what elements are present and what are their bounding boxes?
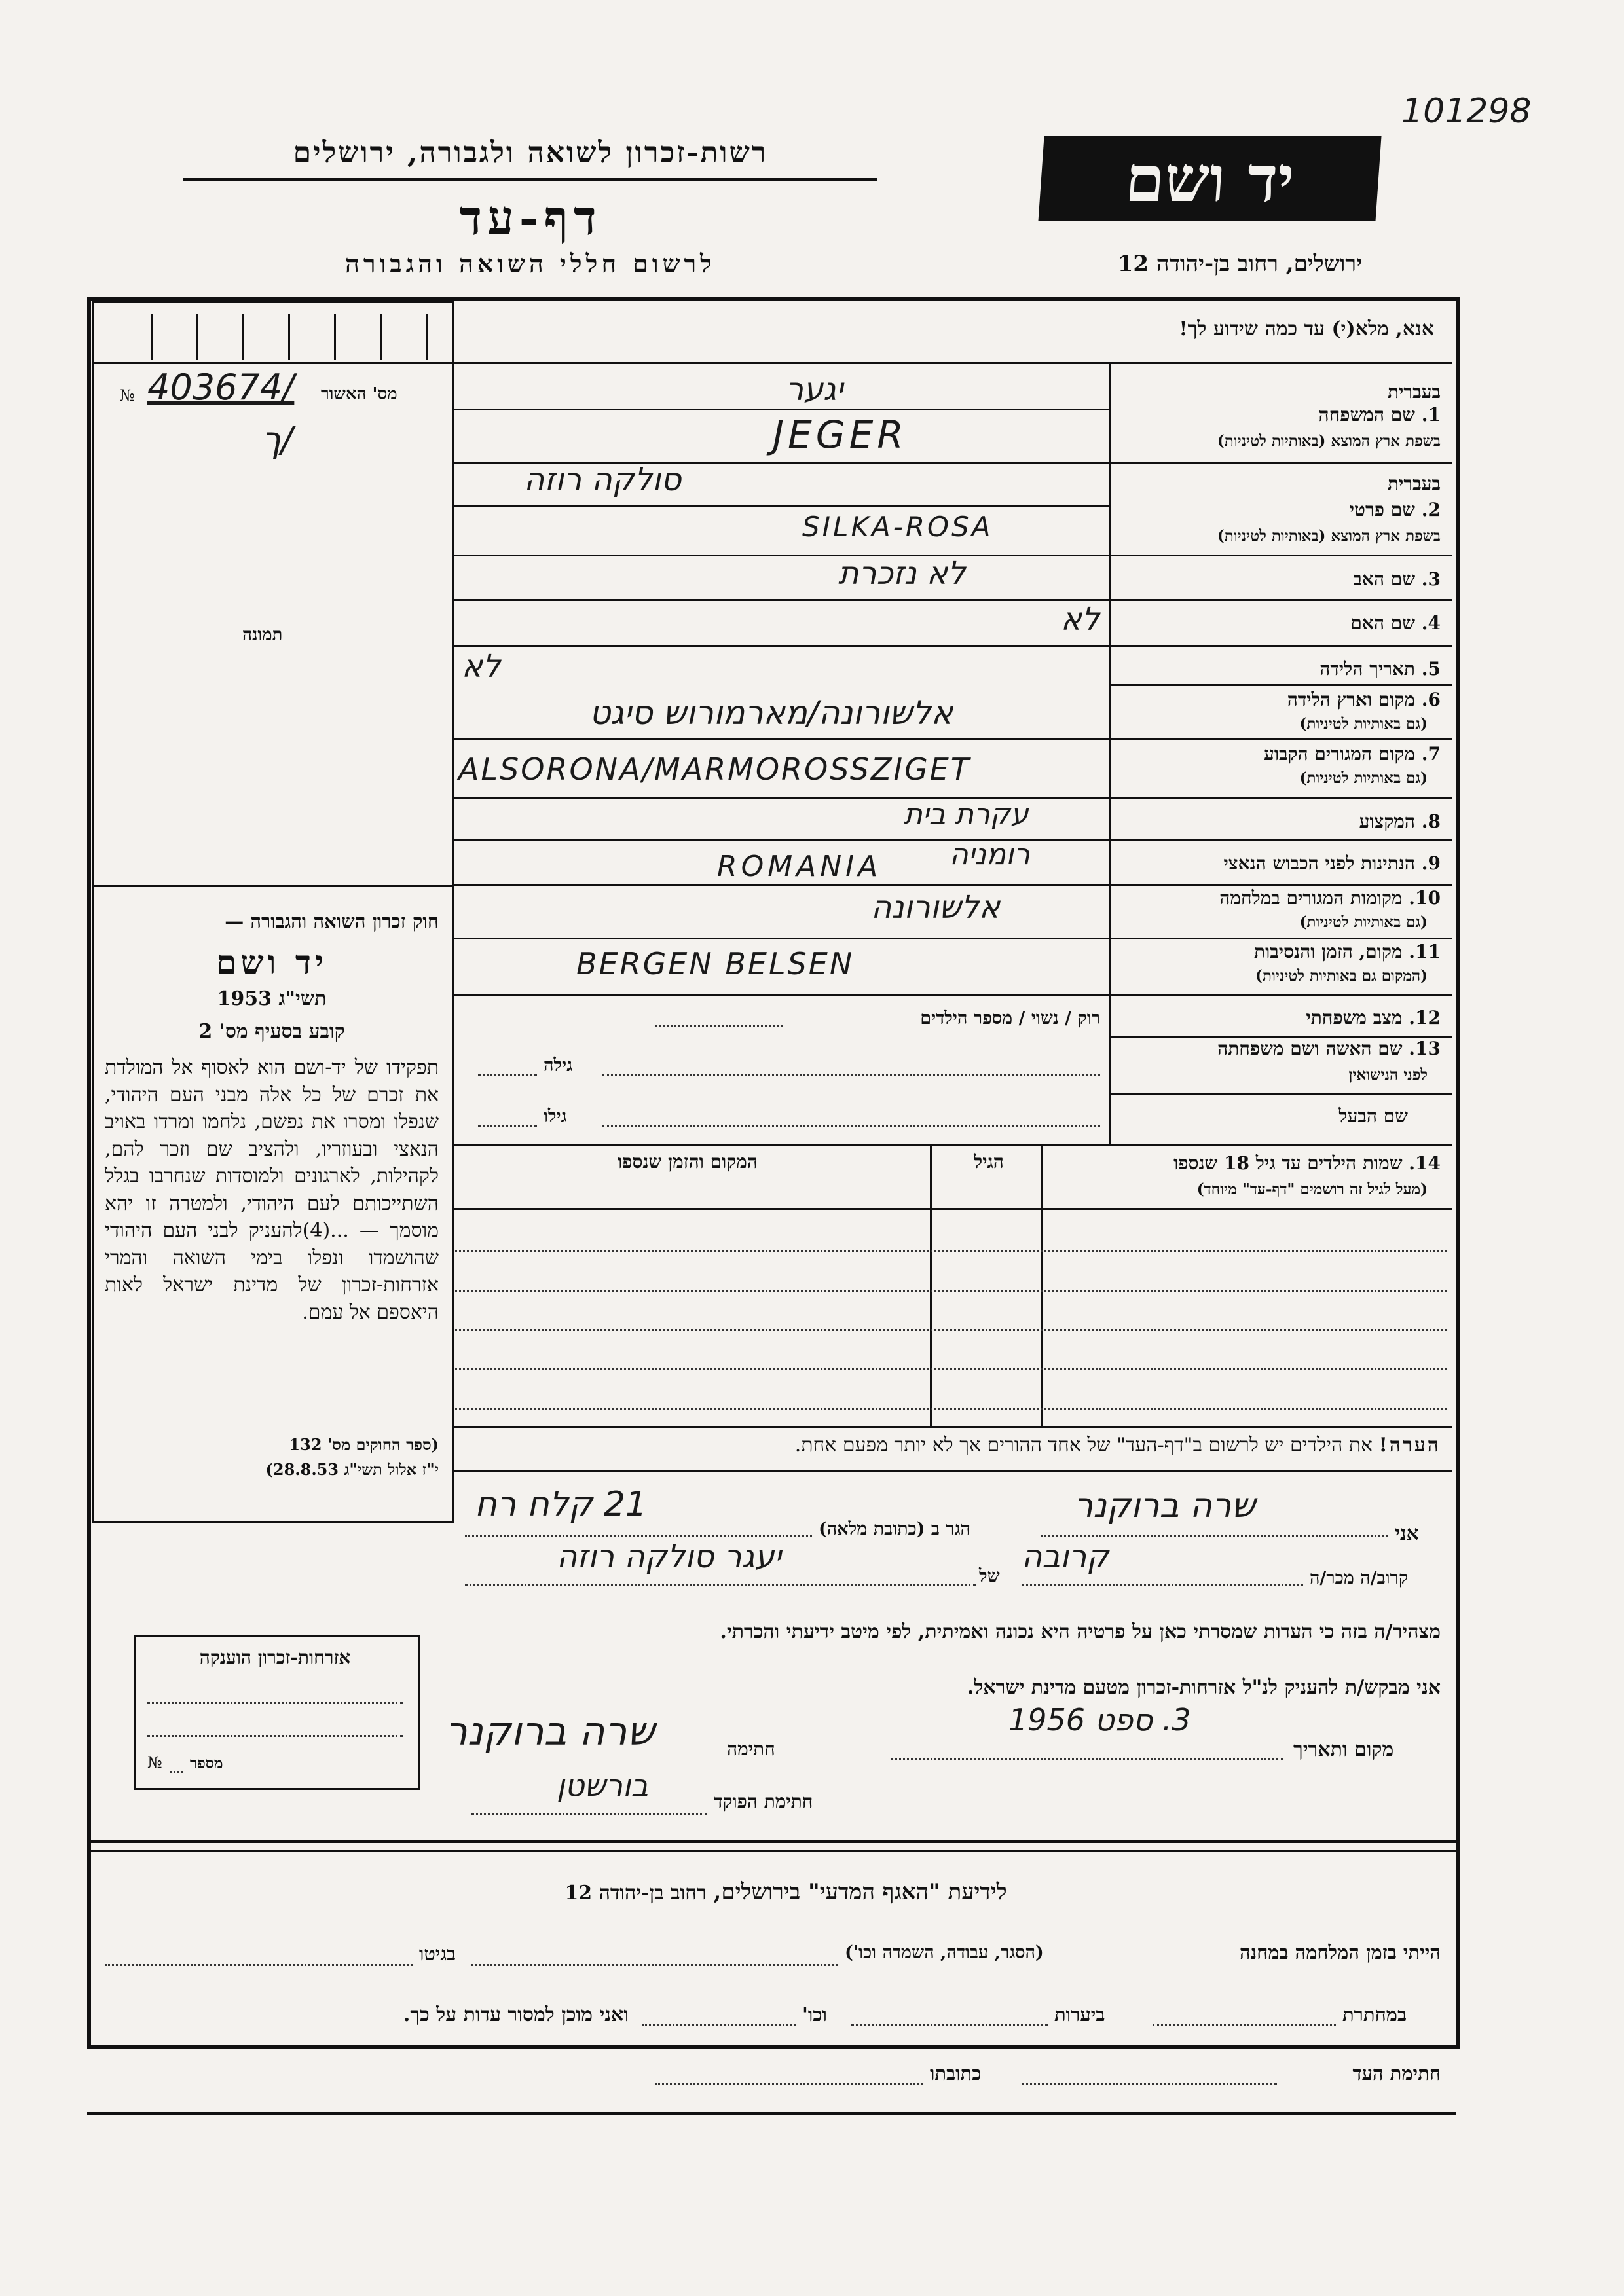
decl-of-value: יעגר סולקה רוזה [557, 1539, 782, 1575]
field-12-value: רוק / נשוי / מספר הילדים [920, 1008, 1100, 1029]
row-1-heb-line [452, 409, 1109, 410]
row-2-heb-line [452, 505, 1109, 507]
field-1-text: שם המשפחה [1318, 404, 1416, 426]
footer-line1-ghetto: בגיטו [419, 1942, 456, 1965]
note-row [458, 1434, 1441, 1457]
decl-signature-value: שרה ברוקנר [445, 1709, 655, 1755]
children-row-2 [455, 1290, 1447, 1292]
field-2-text: שם פרטי [1349, 499, 1416, 520]
wife-name-line [602, 1074, 1100, 1076]
field-9-num: 9. [1421, 852, 1441, 874]
field-4-num: 4. [1421, 612, 1441, 634]
field-7-label [1120, 743, 1441, 765]
field-11-text: מקום, הזמן והנסיבות [1254, 941, 1403, 962]
footer-line2-forests-line [851, 2024, 1048, 2026]
field-11-num: 11. [1409, 941, 1441, 962]
field-4-text: שם האם [1350, 612, 1416, 634]
children-bottom-divider [452, 1426, 1452, 1428]
children-row-1 [455, 1250, 1447, 1252]
footer-line1-types: (הסגר, עבודה, השמדה וכו') [845, 1942, 1044, 1963]
intro-divider [452, 362, 1452, 364]
field-2-heb-tag: בעברית [1387, 473, 1441, 494]
decl-witness-name: שרה ברוקנר [1074, 1486, 1256, 1525]
footer-top-rule-2 [87, 1850, 1456, 1852]
law-ref-2: י"ז אלול תשי"ג 28.8.53) [265, 1460, 439, 1479]
row-3-divider [452, 599, 1452, 601]
field-10-sub: (גם באותיות לטיניות) [1299, 913, 1428, 931]
field-7-value: ALSORONA/MARMOROSSZIGET [458, 752, 971, 787]
decl-official-line [471, 1813, 707, 1815]
citizenship-line-1 [147, 1702, 403, 1704]
field-5-value: לא [462, 648, 501, 685]
citizenship-no-symbol: № [147, 1753, 162, 1772]
photo-label: תמונה [242, 625, 283, 645]
decl-signature-label: חתימה [727, 1738, 775, 1760]
footer-line3-address-line [655, 2083, 923, 2085]
decl-relation-line [1022, 1584, 1303, 1586]
field-3-label [1120, 568, 1441, 591]
field-6-text: מקום וארץ הלידה [1287, 689, 1416, 710]
decl-i-label: אני [1395, 1522, 1419, 1545]
decl-request: אני מבקש/ת להעניק לנ"ל אזרחות-זכרון מטעם מדינת ישראל. [967, 1676, 1441, 1699]
law-year: תשי"ג 1953 [217, 987, 327, 1010]
note-bottom-divider [452, 1470, 1452, 1472]
field-10-text: מקומות המגורים במלחמה [1219, 887, 1403, 909]
children-num: 14. [1409, 1152, 1441, 1174]
citizenship-line-2 [147, 1735, 403, 1737]
decl-relation-label: קרוב/ה מכר/ה [1310, 1568, 1409, 1588]
field-1-value-lat: JEGER [773, 412, 908, 457]
authority-underline [183, 178, 877, 181]
field-8-value: עקרת בית [904, 797, 1029, 831]
field-12-label [1120, 1007, 1441, 1029]
children-col-age: הגיל [974, 1151, 1004, 1173]
children-col-divider-2 [930, 1144, 932, 1426]
row-6-divider [452, 738, 1452, 740]
field-4-label [1120, 612, 1441, 634]
field-12-num: 12. [1409, 1007, 1441, 1029]
field-11-label [1113, 941, 1441, 963]
field-9-value: רומניה [950, 838, 1030, 871]
authority-title: רשות-זכרון לשואה ולגבורה, ירושלים [293, 136, 768, 170]
field-10-value: אלשורונה [871, 889, 1001, 926]
photo-bottom-divider [92, 885, 453, 887]
footer-line2-etc-line [642, 2024, 796, 2026]
row-13-divider [1109, 1093, 1452, 1095]
footer-line3-signature-line [1022, 2083, 1277, 2085]
decl-address: 21 קלח רח [475, 1485, 647, 1524]
decl-witness-line [1041, 1535, 1388, 1537]
citizenship-title: אזרחות-זכרון הוענקה [199, 1647, 351, 1668]
field-7-sub: (גם באותיות לטיניות) [1299, 769, 1428, 787]
citizenship-number-label: מספר [190, 1755, 223, 1772]
field-12-text: מצב משפחתי [1306, 1007, 1403, 1029]
field-8-label [1120, 811, 1441, 833]
row-10-divider [452, 938, 1452, 939]
row-11-divider [452, 994, 1452, 996]
field-5-num: 5. [1421, 658, 1441, 680]
wife-age-line [478, 1074, 537, 1076]
children-col-place: המקום והזמן שנספו [618, 1151, 758, 1173]
field-11-value: BERGEN BELSEN [576, 946, 855, 981]
archive-ref-number: 101298 [1401, 92, 1532, 131]
field-6-sub: (גם באותיות לטיניות) [1299, 715, 1428, 733]
row-husband-divider [452, 1144, 1452, 1146]
decl-of-label: של [979, 1566, 1000, 1586]
children-sub: (מעל לגיל זה רושמים "דף-עד" מיוחד) [1196, 1180, 1428, 1198]
field-1-num: 1. [1421, 404, 1441, 426]
field-7-num: 7. [1421, 743, 1441, 765]
footer-top-rule-1 [87, 1840, 1456, 1843]
decl-address-line [465, 1535, 812, 1537]
decl-place-date-line [891, 1758, 1283, 1760]
note-text: את הילדים יש לרשום ב"דף-העד" של אחד ההורים אך לא יותר מפעם אחת. [794, 1434, 1373, 1457]
field-1-sub: בשפת ארץ המוצא (באותיות לטיניות) [1217, 432, 1441, 450]
field-13-label [1113, 1038, 1441, 1060]
field-1-value-heb: יגער [786, 371, 843, 408]
citizenship-number-line [170, 1771, 183, 1773]
law-clause: קובע בסעיף מס' 2 [198, 1020, 345, 1043]
law-title: חוק זכרון השואה והגבורה — [225, 910, 439, 932]
field-6-num: 6. [1421, 689, 1441, 710]
law-ref-1: (ספר החוקים מס' 132 [289, 1435, 439, 1454]
field-2-num: 2. [1421, 499, 1441, 520]
decl-official-value: בורשטן [557, 1768, 649, 1803]
husband-age-label: גילו [544, 1106, 567, 1127]
decl-of-line [465, 1584, 976, 1586]
left-panel-top-divider [92, 362, 453, 364]
field-6-value: אלשורונה/מארמורוש סיגט [589, 694, 953, 732]
decl-official-label: חתימת הפוקד [714, 1791, 813, 1812]
labels-column-divider [1109, 362, 1111, 1146]
footer-line3-address: כתובתו [930, 2062, 982, 2085]
field-2-value-heb: סולקה רוזה [524, 462, 682, 498]
row-5-divider [1109, 684, 1452, 686]
footer-title: לידיעת "האגף המדעי" בירושלים, [713, 1879, 1007, 1905]
field-7-text: מקום המגורים הקבוע [1264, 743, 1416, 765]
children-title-text: שמות הילדים עד גיל 18 שנספו [1173, 1152, 1403, 1174]
header-address: ירושלים, רחוב בן-יהודה 12 [1117, 251, 1362, 277]
footer-line2-forests: ביערות [1054, 2003, 1105, 2026]
form-title: דף-עד [459, 190, 602, 246]
tick-strip [111, 314, 439, 360]
field-5-text: תאריך הלידה [1320, 658, 1416, 680]
decl-statement: מצהיר/ה בזה כי העדות שמסרתי כאן על פרטיה היא נכונה ואמיתית, לפי מיטב ידיעתי והכרתי. [720, 1620, 1441, 1643]
field-8-num: 8. [1421, 811, 1441, 832]
footer-line1-camp: הייתי בזמן המלחמה במחנה [1239, 1941, 1441, 1963]
field-6-label [1120, 689, 1441, 711]
field-9-label [1120, 852, 1441, 875]
field-13-sub: לפני הנישואין [1348, 1066, 1428, 1084]
footer-line3-signature: חתימת העד [1352, 2062, 1441, 2085]
field-2-value-lat: SILKA-ROSA [802, 511, 993, 543]
field-9-value-lat: ROMANIA [717, 850, 882, 883]
field-2-label [1120, 499, 1441, 521]
reg-number-value: 403674/ [147, 367, 295, 408]
decl-relation-value: קרובה [1022, 1539, 1109, 1575]
husband-label: שם הבעל [1338, 1105, 1408, 1127]
field-3-value: לא נזכרת [838, 555, 966, 592]
children-row-5 [455, 1408, 1447, 1410]
law-name: יד ושם [216, 943, 327, 981]
field-13-text: שם האשה ושם משפחתה [1217, 1038, 1403, 1059]
yad-vashem-logo [1038, 136, 1381, 221]
footer-bottom-rule [87, 2112, 1456, 2115]
field-10-label [1113, 887, 1441, 909]
children-row-4 [455, 1368, 1447, 1370]
decl-resides-label: הגר ב (כתובת מלאה) [819, 1519, 971, 1539]
footer-title-row [393, 1879, 1179, 1905]
husband-age-line [478, 1125, 537, 1127]
footer-line2-etc: וכו' [802, 2003, 827, 2026]
field-13-age-label: גילה [544, 1055, 573, 1076]
footer-line2-willing: ואני מוכן למסור עדות על כך. [403, 2003, 629, 2026]
children-header-divider [452, 1208, 1452, 1210]
intro-text: אנא, מלא(י) עד כמה שידוע לך! [1179, 318, 1434, 340]
decl-date-value: 3. ספט 1956 [1008, 1702, 1191, 1738]
footer-line2-underground: במחתרת [1342, 2003, 1407, 2026]
footer-line2-underground-line [1153, 2024, 1336, 2026]
field-10-num: 10. [1409, 887, 1441, 909]
decl-place-date-label: מקום ותאריך [1293, 1738, 1394, 1761]
husband-name-line [602, 1125, 1100, 1127]
law-text: תפקידו של יד-ושם הוא לאסוף אל המולדת את זכרם של כל אלה מבני העם היהודי, שנפלו ומסרו את נפשם, נלחמו ומרדו באויב הנאצי ובעוזריו, ולהציב שם וזכר להם, לקהילות, לארגונים ולמוסדות שנחרבו בגלל השתייכותם לעם היהודי, ולמטרה זו יהא מוסמך — ...(4)להעניק לבני העם היהודי שהושמדו ונפלו בימי השואה והמרי אזרחות-זכרון של מדינת ישראל לאות היאספם אל עמם. [105, 1056, 439, 1324]
field-5-label [1120, 658, 1441, 680]
field-3-num: 3. [1421, 568, 1441, 590]
form-subtitle: לרשום חללי השואה והגבורה [345, 249, 716, 278]
children-row-3 [455, 1329, 1447, 1331]
logo-text: יד ושם [1122, 141, 1297, 216]
row-4-divider [452, 645, 1452, 647]
field-1-heb-tag: בעברית [1387, 381, 1441, 403]
field-9-text: הנתינות לפני הכבוש הנאצי [1223, 852, 1416, 874]
children-title [1041, 1152, 1441, 1175]
field-4-value: לא [1061, 601, 1100, 638]
reg-number-label: מס' האשור [321, 384, 397, 404]
field-2-sub: בשפת ארץ המוצא (באותיות לטיניות) [1217, 527, 1441, 545]
reg-number-symbol: № [120, 386, 135, 405]
children-count-line [655, 1025, 783, 1027]
field-3-text: שם האב [1353, 568, 1416, 590]
note-title: הערה! [1378, 1434, 1441, 1457]
field-13-num: 13. [1409, 1038, 1441, 1059]
field-8-text: המקצוע [1359, 811, 1416, 832]
children-col-divider-1 [1041, 1144, 1043, 1426]
footer-line1-camp-line [471, 1964, 838, 1966]
row-9-divider [452, 884, 1452, 886]
footer-line1-ghetto-line [105, 1964, 413, 1966]
field-11-sub: (המקום גם באותיות לטיניות) [1255, 967, 1428, 985]
footer-address: רחוב בן-יהודה 12 [564, 1882, 707, 1904]
field-1-label [1120, 404, 1441, 426]
reg-number-sub: /ך [262, 419, 293, 460]
